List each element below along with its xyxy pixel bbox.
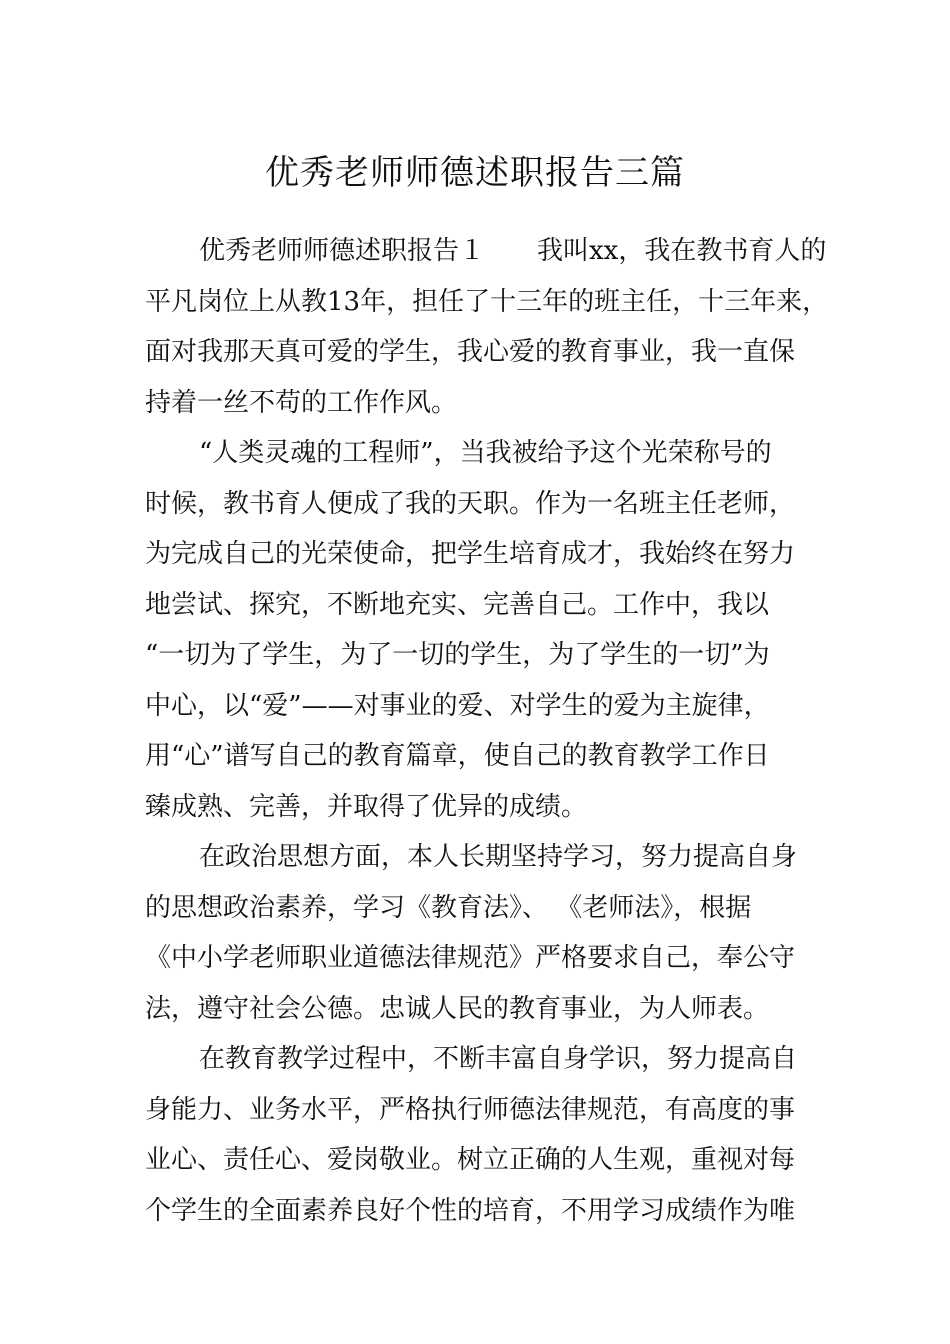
paragraph-1 — [145, 226, 829, 428]
document-title: 优秀老师师德述职报告三篇 — [265, 152, 685, 193]
paragraph-line: 法，遵守社会公德。忠诚人民的教育事业，为人师表。 — [145, 993, 770, 1024]
paragraph-line: “人类灵魂的工程师”，当我被给予这个光荣称号的 — [199, 438, 772, 468]
paragraph-line: 平凡岗位上从教13年，担任了十三年的班主任，十三年来， — [145, 286, 829, 317]
paragraph-line: 《中小学老师职业道德法律规范》严格要求自己，奉公守 — [145, 943, 796, 973]
paragraph-line: 地尝试、探究，不断地充实、完善自己。工作中，我以 — [145, 589, 770, 620]
document-body — [145, 226, 829, 1236]
paragraph-line: 用“心”谱写自己的教育篇章，使自己的教育教学工作日 — [145, 741, 770, 771]
paragraph-line: 面对我那天真可爱的学生，我心爱的教育事业，我一直保 — [145, 337, 796, 367]
paragraph-3 — [145, 832, 810, 1034]
paragraph-line: 的思想政治素养，学习《教育法》、 《老师法》，根据 — [145, 892, 752, 923]
paragraph-line: 优秀老师师德述职报告１ 我叫xx，我在教书育人的 — [199, 236, 827, 266]
paragraph-line: 为完成自己的光荣使命，把学生培育成才，我始终在努力 — [145, 539, 796, 569]
paragraph-4 — [145, 1034, 810, 1236]
paragraph-line: 业心、责任心、爱岗敬业。树立正确的人生观，重视对每 — [145, 1145, 796, 1175]
paragraph-line: 中心，以“爱”——对事业的爱、对学生的爱为主旋律， — [145, 690, 770, 721]
paragraph-line: 在教育教学过程中，不断丰富自身学识，努力提高自 — [199, 1044, 798, 1074]
paragraph-line: 时候，教书育人便成了我的天职。作为一名班主任老师， — [145, 488, 796, 519]
paragraph-line: 持着一丝不苟的工作作风。 — [145, 387, 458, 418]
paragraph-line: “一切为了学生，为了一切的学生，为了学生的一切”为 — [145, 640, 770, 670]
paragraph-2 — [145, 428, 810, 832]
paragraph-line: 个学生的全面素养良好个性的培育，不用学习成绩作为唯 — [145, 1195, 796, 1226]
paragraph-line: 在政治思想方面，本人长期坚持学习，努力提高自身 — [199, 842, 798, 872]
paragraph-line: 身能力、业务水平，严格执行师德法律规范，有高度的事 — [145, 1094, 796, 1125]
paragraph-line: 臻成熟、完善，并取得了优异的成绩。 — [145, 791, 588, 822]
